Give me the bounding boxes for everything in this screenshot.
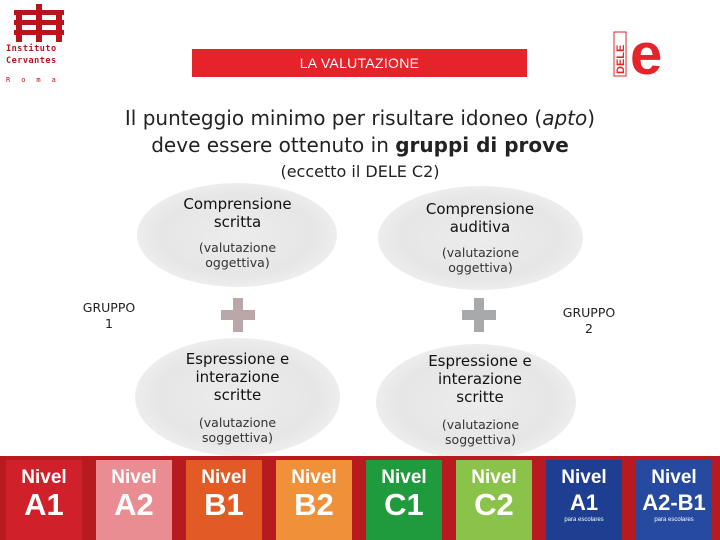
heading-line2 (40, 132, 680, 159)
reading-note-line1: (valutazione (198, 240, 277, 255)
title-banner (192, 49, 527, 77)
level-nivel-label: Nivel (111, 467, 157, 488)
level-badge-a1-escolares (546, 460, 622, 540)
writing-right-note-line2: soggettiva) (445, 432, 516, 447)
group2-label-line1: GRUPPO (562, 305, 616, 320)
reading-note-line2: oggettiva) (205, 255, 270, 270)
level-nivel-label: Nivel (21, 467, 67, 488)
listening-title-line1: Comprensione (425, 200, 535, 218)
cervantes-emblem-icon (14, 4, 64, 42)
level-code: B1 (204, 487, 244, 522)
listening-note-line1: (valutazione (441, 245, 520, 260)
writing-left-note-line2: soggettiva) (202, 430, 273, 445)
level-nivel-label: Nivel (201, 467, 247, 488)
reading-title-line1: Comprensione (183, 195, 292, 213)
level-nivel-label: Nivel (381, 467, 427, 488)
main-heading (40, 105, 680, 159)
level-code: A2 (114, 487, 154, 522)
level-nivel-label: Nivel (471, 467, 517, 488)
level-badge-c1 (366, 460, 442, 540)
heading-line1-end: ) (587, 106, 596, 130)
level-badge-a2 (96, 460, 172, 540)
listening-note-line2: oggettiva) (448, 260, 513, 275)
level-code: B2 (294, 487, 334, 522)
reading-title-line2: scritta (213, 213, 262, 231)
group1-label-line2: 1 (105, 316, 113, 331)
level-code: C2 (474, 487, 514, 522)
group2-label (552, 305, 626, 337)
heading-bold-phrase: gruppi di prove (395, 133, 569, 157)
group2-label-line2: 2 (585, 321, 593, 336)
heading-line2-text: deve essere ottenuto in (151, 133, 396, 157)
writing-right-note-line1: (valutazione (441, 417, 520, 432)
writing-right-title (390, 352, 570, 406)
writing-left-note-line1: (valutazione (198, 415, 277, 430)
levels-strip (0, 456, 720, 540)
writing-right-note (403, 417, 558, 447)
level-badge-c2 (456, 460, 532, 540)
writing-left-title-line1: Espressione e (185, 350, 290, 368)
level-subtitle: para escolares (654, 517, 694, 523)
logo-line1: Instituto (6, 44, 57, 54)
writing-right-title-line1: Espressione e (428, 352, 532, 370)
logo-line2: Cervantes (6, 56, 57, 66)
writing-right-title-line3: scritte (456, 388, 504, 406)
heading-line1-text: Il punteggio minimo per risultare idoneo ( (124, 106, 543, 130)
level-nivel-label: Nivel (651, 467, 697, 488)
banner-title: LA VALUTAZIONE (299, 55, 420, 71)
level-badge-b2 (276, 460, 352, 540)
level-code: C1 (384, 487, 424, 522)
level-badge-b1 (186, 460, 262, 540)
heading-italic-word: apto (542, 106, 588, 130)
writing-right-title-line2: interazione (437, 370, 523, 388)
level-code: A2-B1 (642, 490, 706, 515)
group1-label-line1: GRUPPO (82, 300, 136, 315)
level-code: A1 (569, 490, 599, 515)
group1-label (72, 300, 146, 332)
dele-letter: e (630, 28, 663, 80)
heading-exception: (eccetto il DELE C2) (280, 162, 440, 181)
plus-icon-group1 (221, 298, 255, 332)
listening-title (390, 200, 570, 236)
writing-left-note (160, 415, 315, 445)
level-badge-a2-b1-escolares (636, 460, 712, 540)
writing-left-title-line2: interazione (195, 368, 280, 386)
level-code: A1 (24, 487, 64, 522)
dele-word: DELE (615, 44, 627, 74)
instituto-cervantes-logo (6, 4, 76, 88)
writing-left-title (150, 350, 325, 404)
reading-note (160, 240, 315, 270)
writing-left-title-line3: scritte (213, 386, 262, 404)
logo-city: Roma (6, 76, 67, 84)
reading-title (150, 195, 325, 231)
level-nivel-label: Nivel (291, 467, 337, 488)
listening-title-line2: auditiva (449, 218, 511, 236)
listening-note (403, 245, 558, 275)
level-nivel-label: Nivel (561, 467, 607, 488)
heading-line1 (40, 105, 680, 132)
dele-logo (612, 28, 684, 80)
level-subtitle: para escolares (564, 517, 604, 523)
level-badge-a1 (6, 460, 82, 540)
dele-logo-icon (612, 28, 684, 80)
plus-icon-group2 (462, 298, 496, 332)
